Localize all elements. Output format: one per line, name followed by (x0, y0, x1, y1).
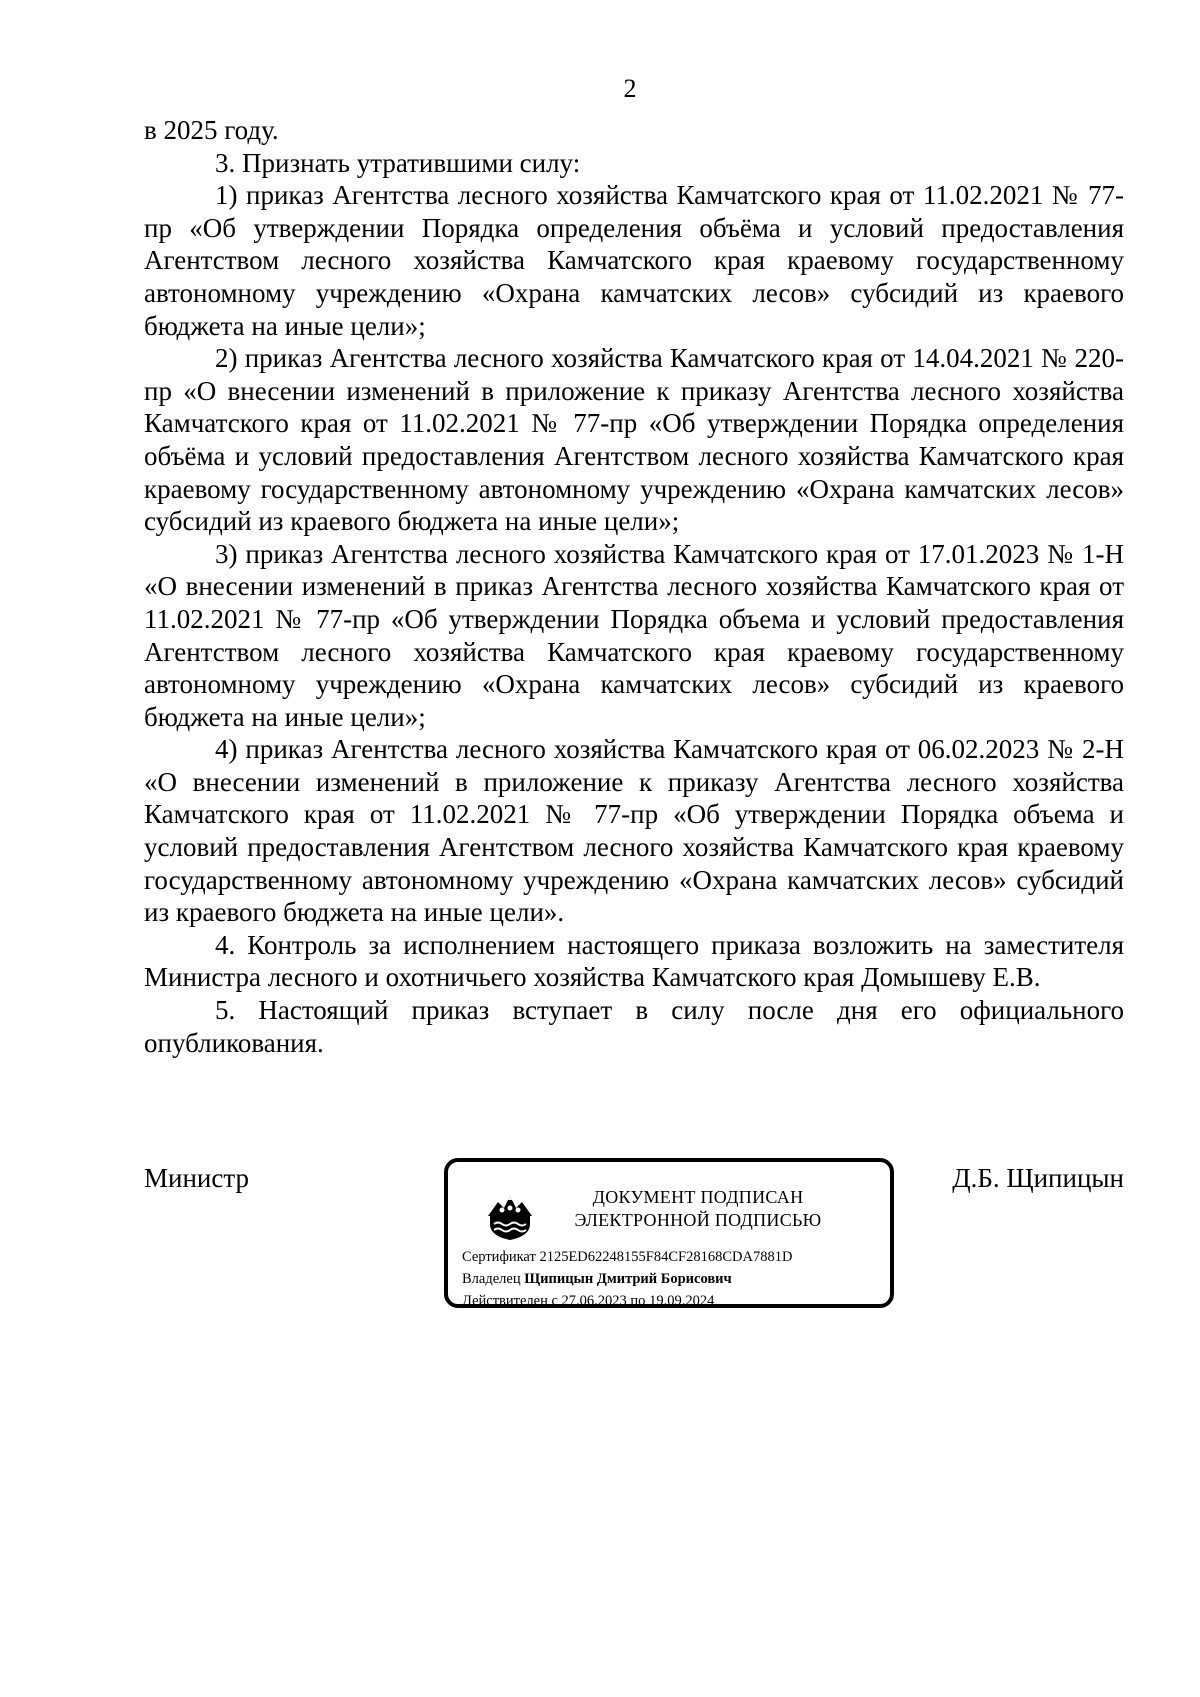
signer-position: Министр (144, 1163, 249, 1193)
paragraph-subitem-1: 1) приказ Агентства лесного хозяйства Камчатского края от 11.02.2021 № 77-пр «Об утверждении Порядка определения объёма и условий предоставления Агентством лесного хозяйства Камчатского края краевому государственному автономному учреждению «Охрана камчатских лесов» субсидий из краевого бюджета на иные цели»; (144, 180, 1124, 341)
valid-label: Действителен (462, 1293, 548, 1309)
paragraph-item-5: 5. Настоящий приказ вступает в силу после дня его официального опубликования. (144, 995, 1124, 1058)
page-number: 2 (623, 74, 637, 103)
paragraph-subitem-4: 4) приказ Агентства лесного хозяйства Камчатского края от 06.02.2023 № 2-Н «О внесении изменений в приложение к приказу Агентства лесного хозяйства Камчатского края от 11.02.2021 № 77-пр «Об утверждении Порядка объема и условий предоставления Агентством лесного хозяйства Камчатского края краевому государственному автономному учреждению «Охрана камчатских лесов» субсидий из краевого бюджета на иные цели». (144, 734, 1124, 928)
signature-block (144, 1158, 1124, 1318)
certificate-row (462, 1246, 792, 1268)
valid-from: 27.06.2023 (561, 1293, 627, 1309)
kamchatka-emblem-icon (482, 1186, 538, 1242)
owner-label: Владелец (462, 1271, 521, 1287)
valid-to-label: по (630, 1293, 646, 1309)
signer-name: Д.Б. Щипицын (952, 1163, 1124, 1193)
paragraph-continuation: в 2025 году. (144, 115, 279, 145)
paragraph-item-3: 3. Признать утратившими силу: (215, 147, 581, 178)
certificate-label: Сертификат (462, 1249, 536, 1265)
certificate-value: 2125ED62248155F84CF28168CDA7881D (539, 1249, 793, 1265)
document-body (144, 114, 1124, 1059)
paragraph-item-4: 4. Контроль за исполнением настоящего приказа возложить на заместителя Министра лесного и охотничьего хозяйства Камчатского края Домышеву Е.В. (144, 929, 1124, 993)
valid-from-label: с (551, 1293, 558, 1309)
valid-to: 19.09.2024 (649, 1293, 715, 1309)
stamp-details (462, 1246, 792, 1312)
paragraph-subitem-2: 2) приказ Агентства лесного хозяйства Камчатского края от 14.04.2021 № 220-пр «О внесении изменений в приложение к приказу Агентства лесного хозяйства Камчатского края от 11.02.2021 № 77-пр «Об утверждении Порядка определения объёма и условий предоставления Агентством лесного хозяйства Камчатского края краевому государственному автономному учреждению «Охрана камчатских лесов» субсидий из краевого бюджета на иные цели»; (144, 343, 1124, 537)
paragraph-subitem-3: 3) приказ Агентства лесного хозяйства Камчатского края от 17.01.2023 № 1-Н «О внесении изменений в приказ Агентства лесного хозяйства Камчатского края от 11.02.2021 № 77-пр «Об утверждении Порядка объема и условий предоставления Агентством лесного хозяйства Камчатского края краевому государственному автономному учреждению «Охрана камчатских лесов» субсидий из краевого бюджета на иные цели»; (144, 538, 1124, 732)
stamp-heading-line-1: ДОКУМЕНТ ПОДПИСАН (592, 1187, 804, 1207)
stamp-heading (558, 1186, 838, 1232)
validity-row (462, 1290, 792, 1312)
owner-row (462, 1268, 792, 1290)
stamp-heading-line-2: ЭЛЕКТРОННОЙ ПОДПИСЬЮ (574, 1210, 822, 1230)
owner-value: Щипицын Дмитрий Борисович (524, 1271, 732, 1287)
electronic-signature-stamp (444, 1158, 894, 1308)
